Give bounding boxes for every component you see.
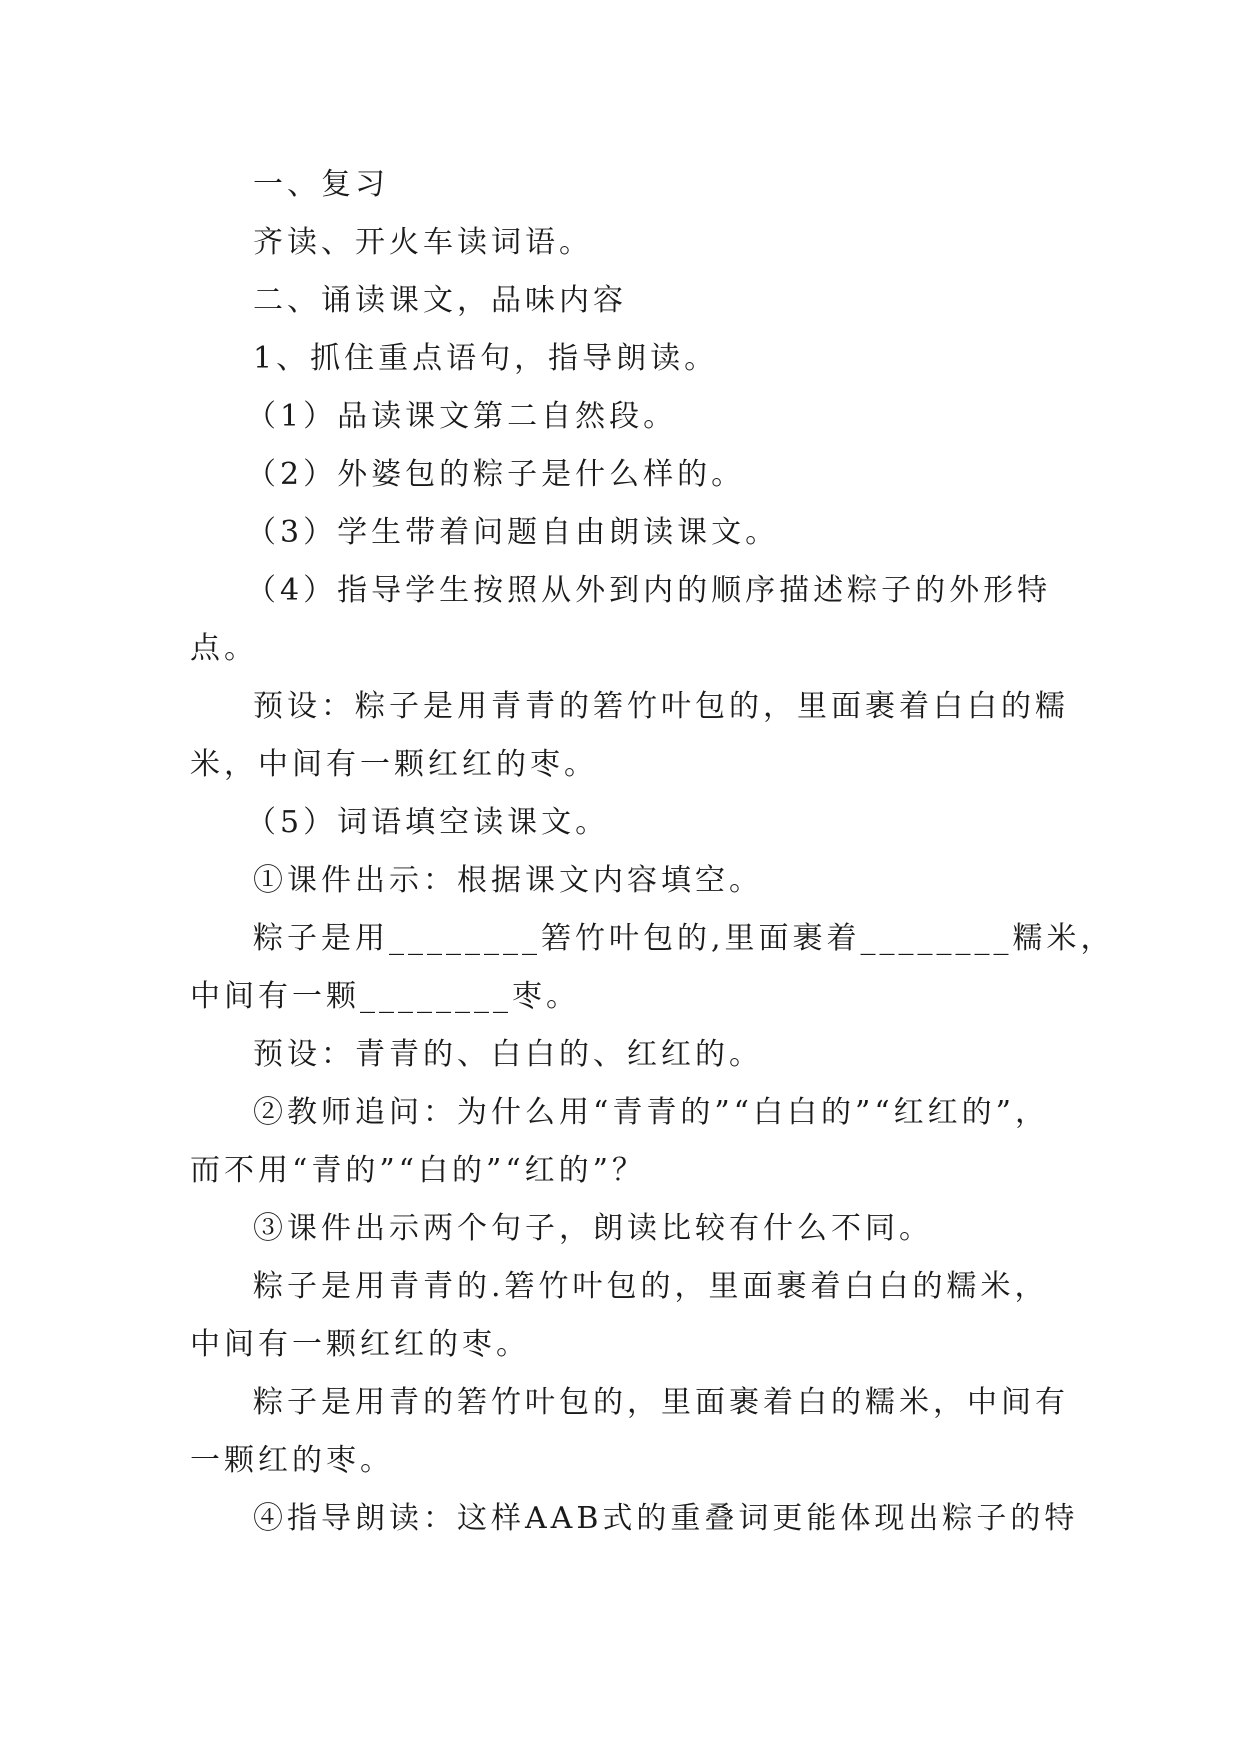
- section-heading-review: 一、复习: [253, 167, 389, 202]
- list-item: （1）品读课文第二自然段。: [246, 399, 678, 434]
- paragraph: ④指导朗读：这样AAB式的重叠词更能体现出粽子的特: [253, 1501, 1079, 1536]
- paragraph-continuation: 米，中间有一颗红红的枣。: [190, 747, 598, 782]
- list-item: （2）外婆包的粽子是什么样的。: [246, 457, 746, 492]
- paragraph: 齐读、开火车读词语。: [253, 225, 593, 260]
- paragraph: ②教师追问：为什么用“青青的”“白白的”“红红的”，: [253, 1095, 1050, 1130]
- example-sentence-continuation: 一颗红的枣。: [190, 1443, 394, 1478]
- list-item: （4）指导学生按照从外到内的顺序描述粽子的外形特: [246, 573, 1052, 608]
- fill-blank-sentence-continuation: 中间有一颗________枣。: [190, 979, 580, 1014]
- example-sentence-continuation: 中间有一颗红红的枣。: [190, 1327, 530, 1362]
- paragraph: 1、抓住重点语句，指导朗读。: [253, 341, 719, 376]
- list-item: （5）词语填空读课文。: [246, 805, 610, 840]
- paragraph: ①课件出示：根据课文内容填空。: [253, 863, 763, 898]
- list-item: （3）学生带着问题自由朗读课文。: [246, 515, 780, 550]
- paragraph: 预设：青青的、白白的、红红的。: [253, 1037, 763, 1072]
- example-sentence: 粽子是用青的箬竹叶包的，里面裹着白的糯米，中间有: [253, 1385, 1069, 1420]
- paragraph: 预设：粽子是用青青的箬竹叶包的，里面裹着白白的糯: [253, 689, 1069, 724]
- list-item-continuation: 点。: [190, 631, 258, 666]
- section-heading-reading: 二、诵读课文，品味内容: [253, 283, 627, 318]
- paragraph-continuation: 而不用“青的”“白的”“红的”？: [190, 1153, 647, 1188]
- paragraph: ③课件出示两个句子，朗读比较有什么不同。: [253, 1211, 933, 1246]
- document-body: [190, 156, 1115, 1548]
- fill-blank-sentence: 粽子是用________箬竹叶包的,里面裹着________糯米，: [253, 921, 1115, 956]
- example-sentence: 粽子是用青青的.箬竹叶包的，里面裹着白白的糯米，: [253, 1269, 1049, 1304]
